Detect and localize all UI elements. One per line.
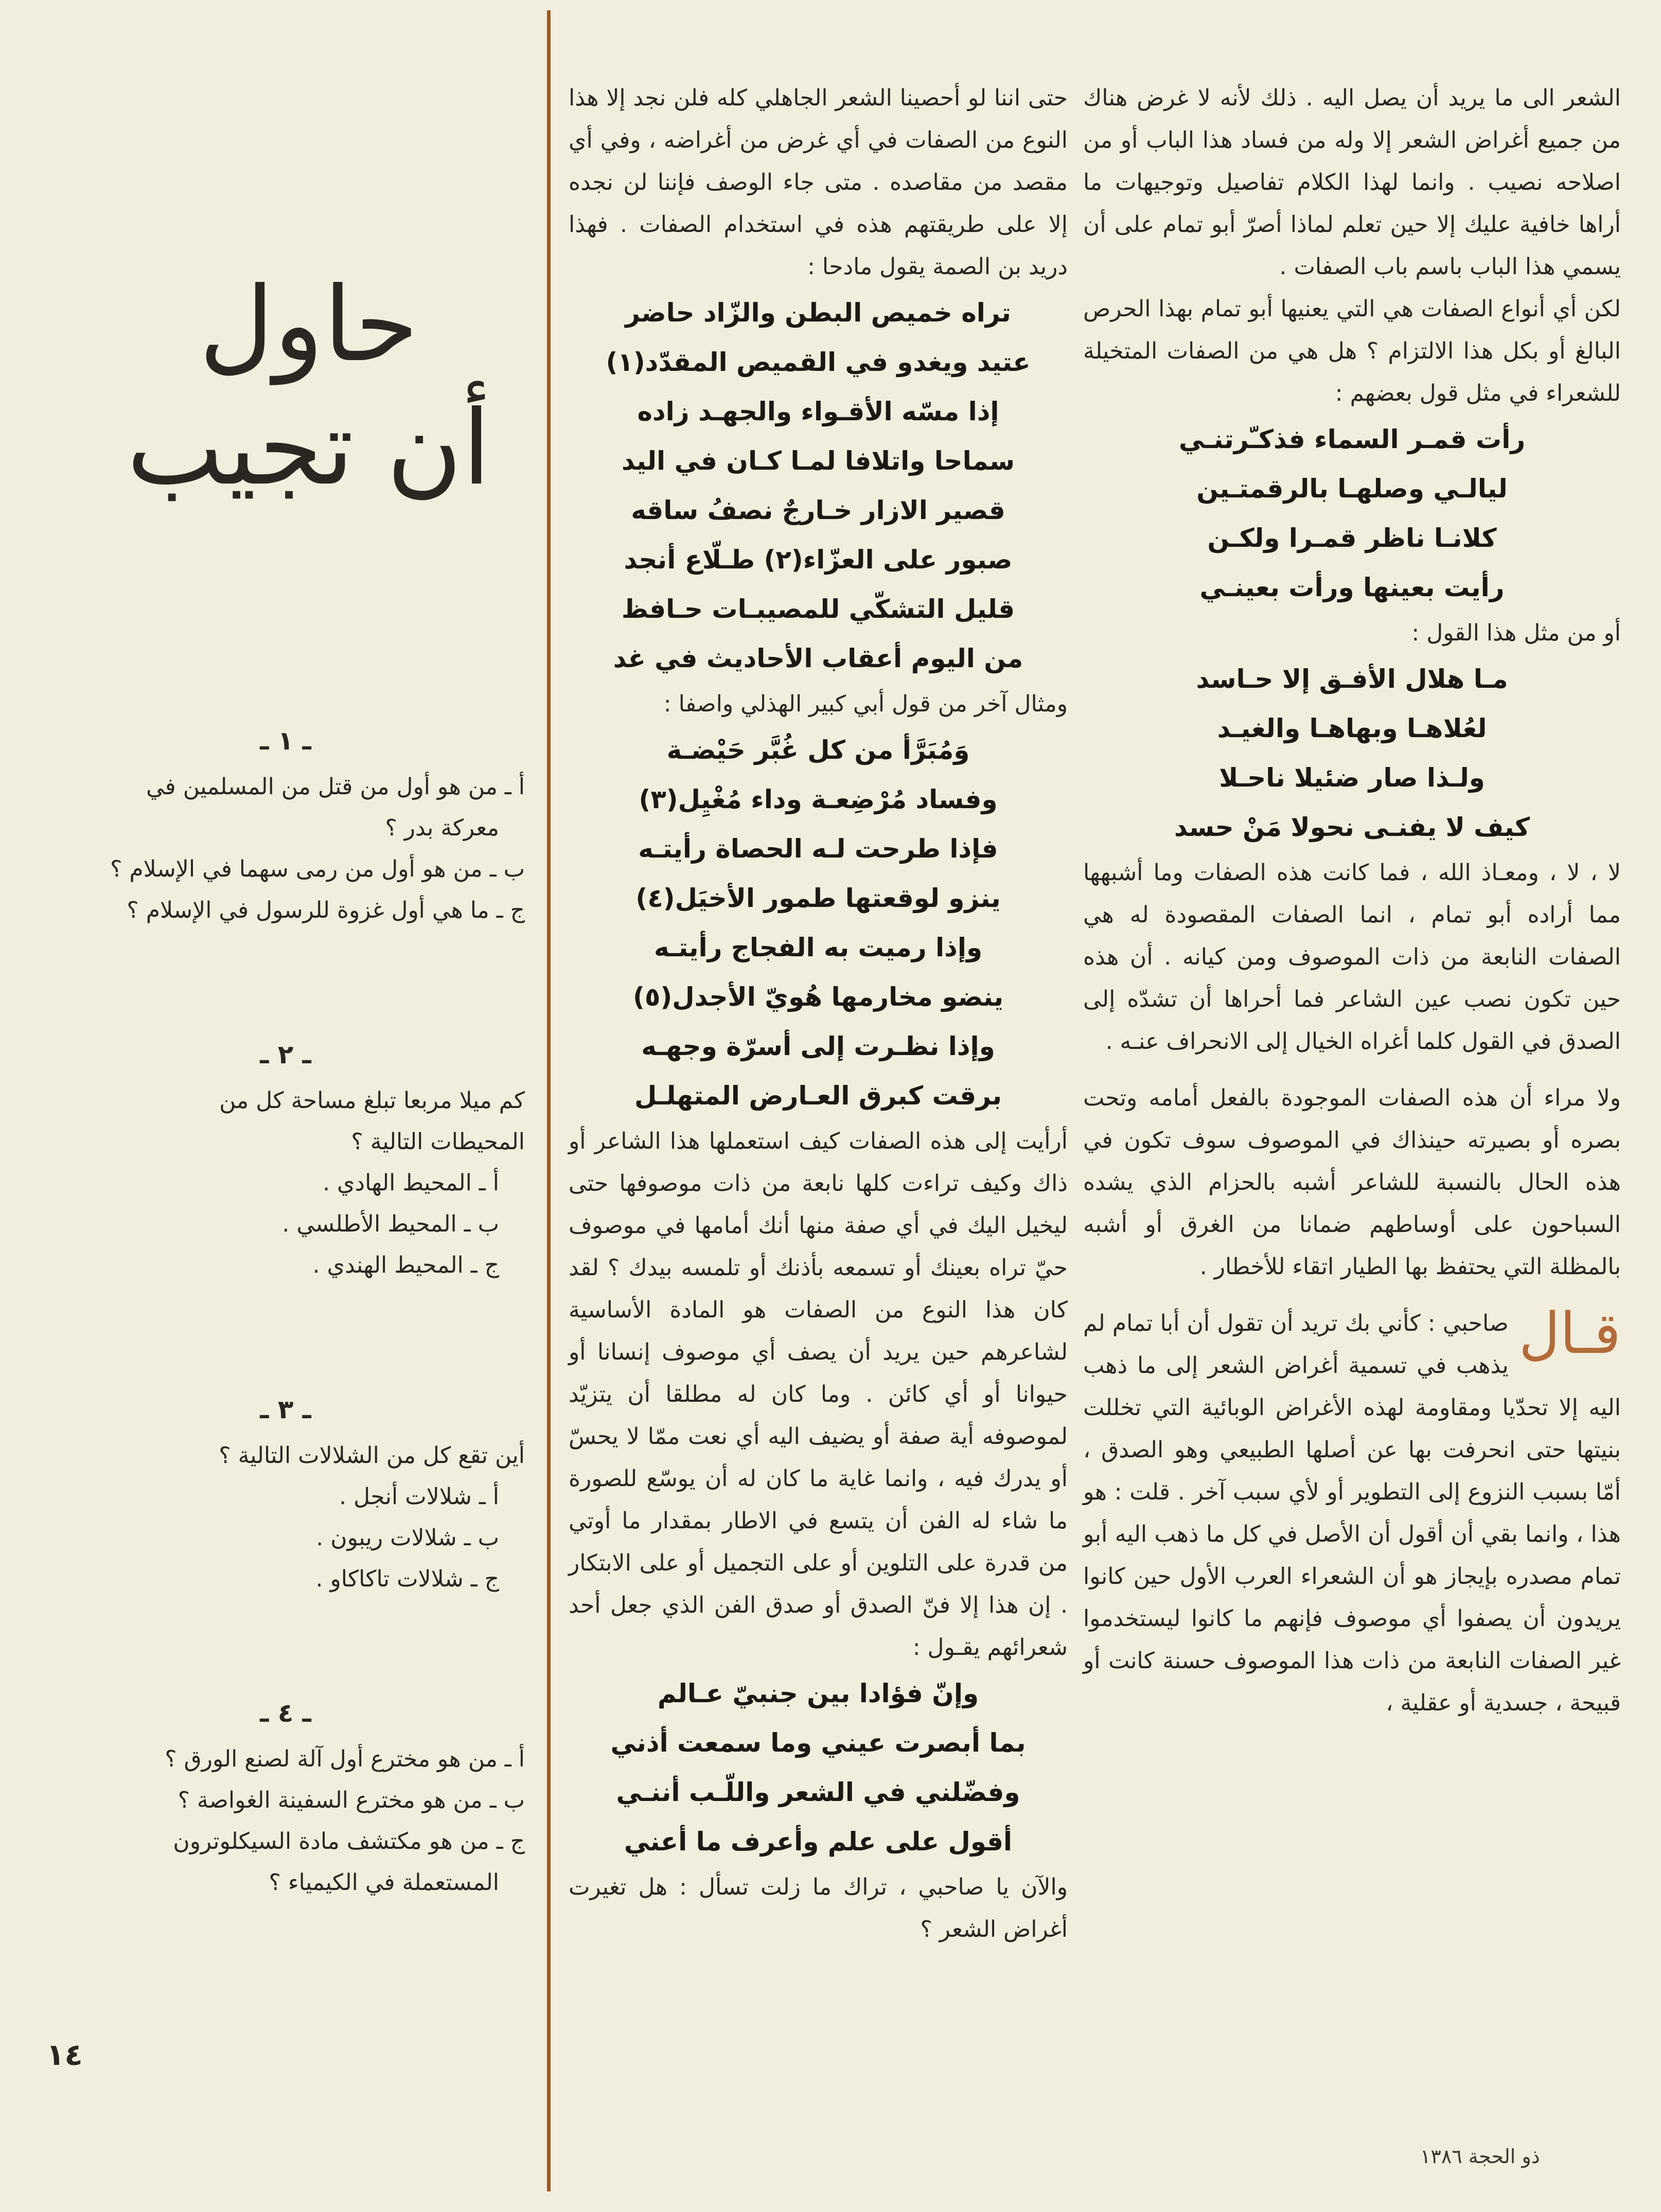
question-number: ـ ٣ ـ <box>260 1395 311 1424</box>
poem-verse: وَمُبَرَّأ من كل غُبَّر حَيْضـة <box>666 735 970 765</box>
poem-verse: وإنّ فؤادا بين جنبيّ عـالم <box>657 1679 979 1708</box>
quiz-question-1 <box>46 720 525 931</box>
poem-verse: ولـذا صار ضئيلا ناحـلا <box>1219 763 1485 793</box>
poem-verse: ليالـي وصلهـا بالرقمتـين <box>1196 474 1508 504</box>
question-number: ـ ٤ ـ <box>260 1698 311 1728</box>
section-title <box>129 257 489 525</box>
question-line: أ ـ المحيط الهادي . <box>323 1170 499 1196</box>
question-line: أ ـ من هو مخترع أول آلة لصنع الورق ؟ <box>165 1746 525 1772</box>
poem-verse: ينضو مخارمها هُويّ الأجدل(٥) <box>632 982 1004 1012</box>
poem-verse: من اليوم أعقاب الأحاديث في غد <box>613 644 1023 673</box>
quiz-question-4 <box>46 1692 525 1903</box>
paragraph: ومثال آخر من قول أبي كبير الهذلي واصفا : <box>663 691 1068 717</box>
question-line: أ ـ من هو أول من قتل من المسلمين في <box>146 774 525 800</box>
paragraph: أو من مثل هذا القول : <box>1411 620 1621 646</box>
poem-verse: قصير الازار خـارجٌ نصفُ ساقه <box>631 495 1005 525</box>
poem-verse: وفضّلني في الشعر واللّـب أننـي <box>616 1777 1020 1807</box>
poem-verse: صبور على العزّاء(٢) طـلّاع أنجد <box>624 545 1013 575</box>
question-line: ب ـ من هو مخترع السفينة الغواصة ؟ <box>178 1787 525 1813</box>
question-line: ج ـ المحيط الهندي . <box>312 1252 499 1278</box>
article-column-right <box>1083 77 1621 1724</box>
quiz-question-3 <box>46 1389 525 1600</box>
poem-verse: كلانـا ناظر قمـرا ولكـن <box>1207 523 1497 553</box>
poem-verse: بما أبصرت عيني وما سمعت أذني <box>610 1728 1026 1758</box>
poem-verse: رأيت بعينها ورأت بعينـي <box>1199 573 1505 602</box>
paragraph <box>1083 1300 1621 1724</box>
qala-heading: قـال <box>1518 1300 1621 1366</box>
poem-verse: برقت كبرق العـارض المتهلـل <box>634 1081 1002 1111</box>
question-line: ج ـ شلالات تاكاكاو . <box>315 1566 499 1592</box>
question-number: ـ ٢ ـ <box>260 1040 311 1069</box>
poem-verse: وفساد مُرْضِعـة وداء مُغْيِل(٣) <box>639 784 998 814</box>
question-line: معركة بدر ؟ <box>385 815 499 841</box>
paragraph: أرأيت إلى هذه الصفات كيف استعملها هذا الشاعر أو ذاك وكيف تراءت كلها نابعة من ذات موصوفها حتى ليخيل اليك في أي صفة منها أنك أمامها في موصوف حيّ تراه بعينك أو تسمعه بأذنك أو تلمسه بيدك ؟ لقد كان هذا النوع من الصفات هو المادة الأساسية لشاعرهم حين يريد أن يصف أي موصوف إنسانا أو حيوانا أو أي كائن . وما كان له مطلقا أن يتزيّد لموصوفه أية صفة أو يضيف اليه أي نعت ممّا لا يحسّ أو يدرك فيه ، وانما غاية ما كان له أن يوسّع للصورة ما شاء له الفن أن يتسع في الاطار بمقدار ما أوتي من قدرة على التلوين أو على التجميل أو على الابتكار . إن هذا إلا فنّ الصدق أو صدق الفن الذي جعل أحد شعرائهم يقـول : <box>569 1128 1068 1661</box>
question-line: ج ـ ما هي أول غزوة للرسول في الإسلام ؟ <box>127 897 525 923</box>
poem-verse: تراه خميص البطن والزّاد حاضر <box>625 298 1011 328</box>
poem-verse: وإذا نظـرت إلى أسرّة وجهـه <box>641 1031 995 1061</box>
paragraph: والآن يا صاحبي ، تراك ما زلت تسأل : هل تغيرت أغراض الشعر ؟ <box>569 1874 1068 1942</box>
poem-verse: مـا هلال الأفـق إلا حـاسد <box>1196 664 1508 694</box>
question-line: كم ميلا مربعا تبلغ مساحة كل من <box>219 1087 525 1114</box>
poem-verse: أقول على علم وأعرف ما أعني <box>624 1827 1013 1857</box>
question-line: أين تقع كل من الشلالات التالية ؟ <box>219 1442 525 1469</box>
calligraphy-title <box>129 257 489 525</box>
question-line: أ ـ شلالات أنجل . <box>339 1484 499 1510</box>
poem-verse: ينزو لوقعتها طمور الأخيَل(٤) <box>635 883 1001 913</box>
poem-verse: إذا مسّه الأقـواء والجهـد زاده <box>637 397 999 426</box>
paragraph-text: صاحبي : كأني بك تريد أن تقول أن أبا تمام لم يذهب في تسمية أغراض الشعر إلى ما ذهب اليه إلا تحدّيا ومقاومة لهذه الأغراض الوبائية التي تخللت بنيتها حتى انحرفت بها عن أصلها الطبيعي وهو الصدق ، أمّا بسبب النزوع إلى التطوير أو لأي سبب آخر . قلت : هو هذا ، وانما بقي أن أقول أن الأصل في كل ما ذهب اليه أبو تمام مصدره بإيجاز هو أن الشعراء العرب الأول حين كانوا يريدون أن يصفوا أي موصوف فإنهم ما كانوا ليستخدموا غير الصفات النابعة من ذات هذا الموصوف حسنة كانت أو قبيحة ، جسدية أو عقلية ، <box>1083 1310 1621 1716</box>
paragraph: حتى اننا لو أحصينا الشعر الجاهلي كله فلن نجد إلا هذا النوع من الصفات في أي غرض من أغراضه ، وفي أي مقصد من مقاصده . متى جاء الوصف فإننا لن نجده إلا على طريقتهم هذه في استخدام الصفات . فهذا دريد بن الصمة يقول مادحا : <box>569 85 1068 280</box>
quiz-question-2 <box>46 1034 525 1286</box>
question-line: ب ـ المحيط الأطلسي . <box>282 1211 499 1237</box>
question-line: ج ـ من هو مكتشف مادة السيكلوترون <box>173 1828 525 1854</box>
paragraph: لكن أي أنواع الصفات هي التي يعنيها أبو تمام بهذا الحرص البالغ أو بكل هذا الالتزام ؟ هل هي من الصفات المتخيلة للشعراء في مثل قول بعضهم : <box>1083 296 1621 406</box>
poem-verse: عتيد ويغدو في القميص المقدّد(١) <box>606 347 1031 377</box>
column-divider <box>547 10 551 2191</box>
poem-verse: رأت قمـر السماء فذكـّرتنـي <box>1178 424 1526 454</box>
paragraph: الشعر الى ما يريد أن يصل اليه . ذلك لأنه لا غرض هناك من جميع أغراض الشعر إلا وله من فساد هذا الباب أو من اصلاحه نصيب . وانما لهذا الكلام تفاصيل وتوجيهات ما أراها خافية عليك إلا حين تعلم لماذا أصرّ أبو تمام على أن يسمي هذا الباب باسم باب الصفات . <box>1083 85 1621 280</box>
question-line: ب ـ شلالات ريبون . <box>316 1525 499 1551</box>
title-line-1: حاول <box>199 265 419 385</box>
poem-verse: قليل التشكّي للمصيبـات حـافظ <box>621 594 1015 624</box>
paragraph: ولا مراء أن هذه الصفات الموجودة بالفعل أمامه وتحت بصره أو بصيرته حينذاك في الموصوف سوف تكون في هذه الحال بالنسبة للشاعر أشبه بالحزام الذي يشده السباحون على أوساطهم ضمانا من الغرق أو أشبه بالمظلة التي يحتفظ بها الطيار اتقاء للأخطار . <box>1083 1085 1621 1280</box>
poem-verse: لعُلاهـا وبهاهـا والغيـد <box>1217 713 1487 743</box>
question-line: المستعملة في الكيمياء ؟ <box>269 1869 499 1896</box>
issue-date: ذو الحجة ١٣٨٦ <box>1420 2145 1540 2168</box>
poem-verse: سماحا واتلافا لمـا كـان في اليد <box>621 446 1015 476</box>
question-number: ـ ١ ـ <box>260 726 311 756</box>
question-line: ب ـ من هو أول من رمى سهما في الإسلام ؟ <box>110 856 525 882</box>
poem-verse: فإذا طرحت لـه الحصاة رأيتـه <box>638 834 998 864</box>
paragraph: لا ، لا ، ومعـاذ الله ، فما كانت هذه الصفات وما أشبهها مما أراده أبو تمام ، انما الصفات المقصودة له هي الصفات النابعة من ذات الموصوف ومن كيانه . أن هذه حين تكون نصب عين الشاعر فما أحراها أن تشدّه إلى الصدق في القول كلما أغراه الخيال إلى الانحراف عنـه . <box>1083 860 1621 1055</box>
article-column-middle <box>569 77 1068 1951</box>
poem-verse: كيف لا يفنـى نحولا مَنْ حسد <box>1174 812 1530 842</box>
question-line: المحيطات التالية ؟ <box>351 1129 525 1155</box>
title-line-2: أن تجيب <box>129 388 489 508</box>
page-number: ١٤ <box>46 2037 83 2072</box>
poem-verse: وإذا رميت به الفجاج رأيتـه <box>653 933 983 962</box>
